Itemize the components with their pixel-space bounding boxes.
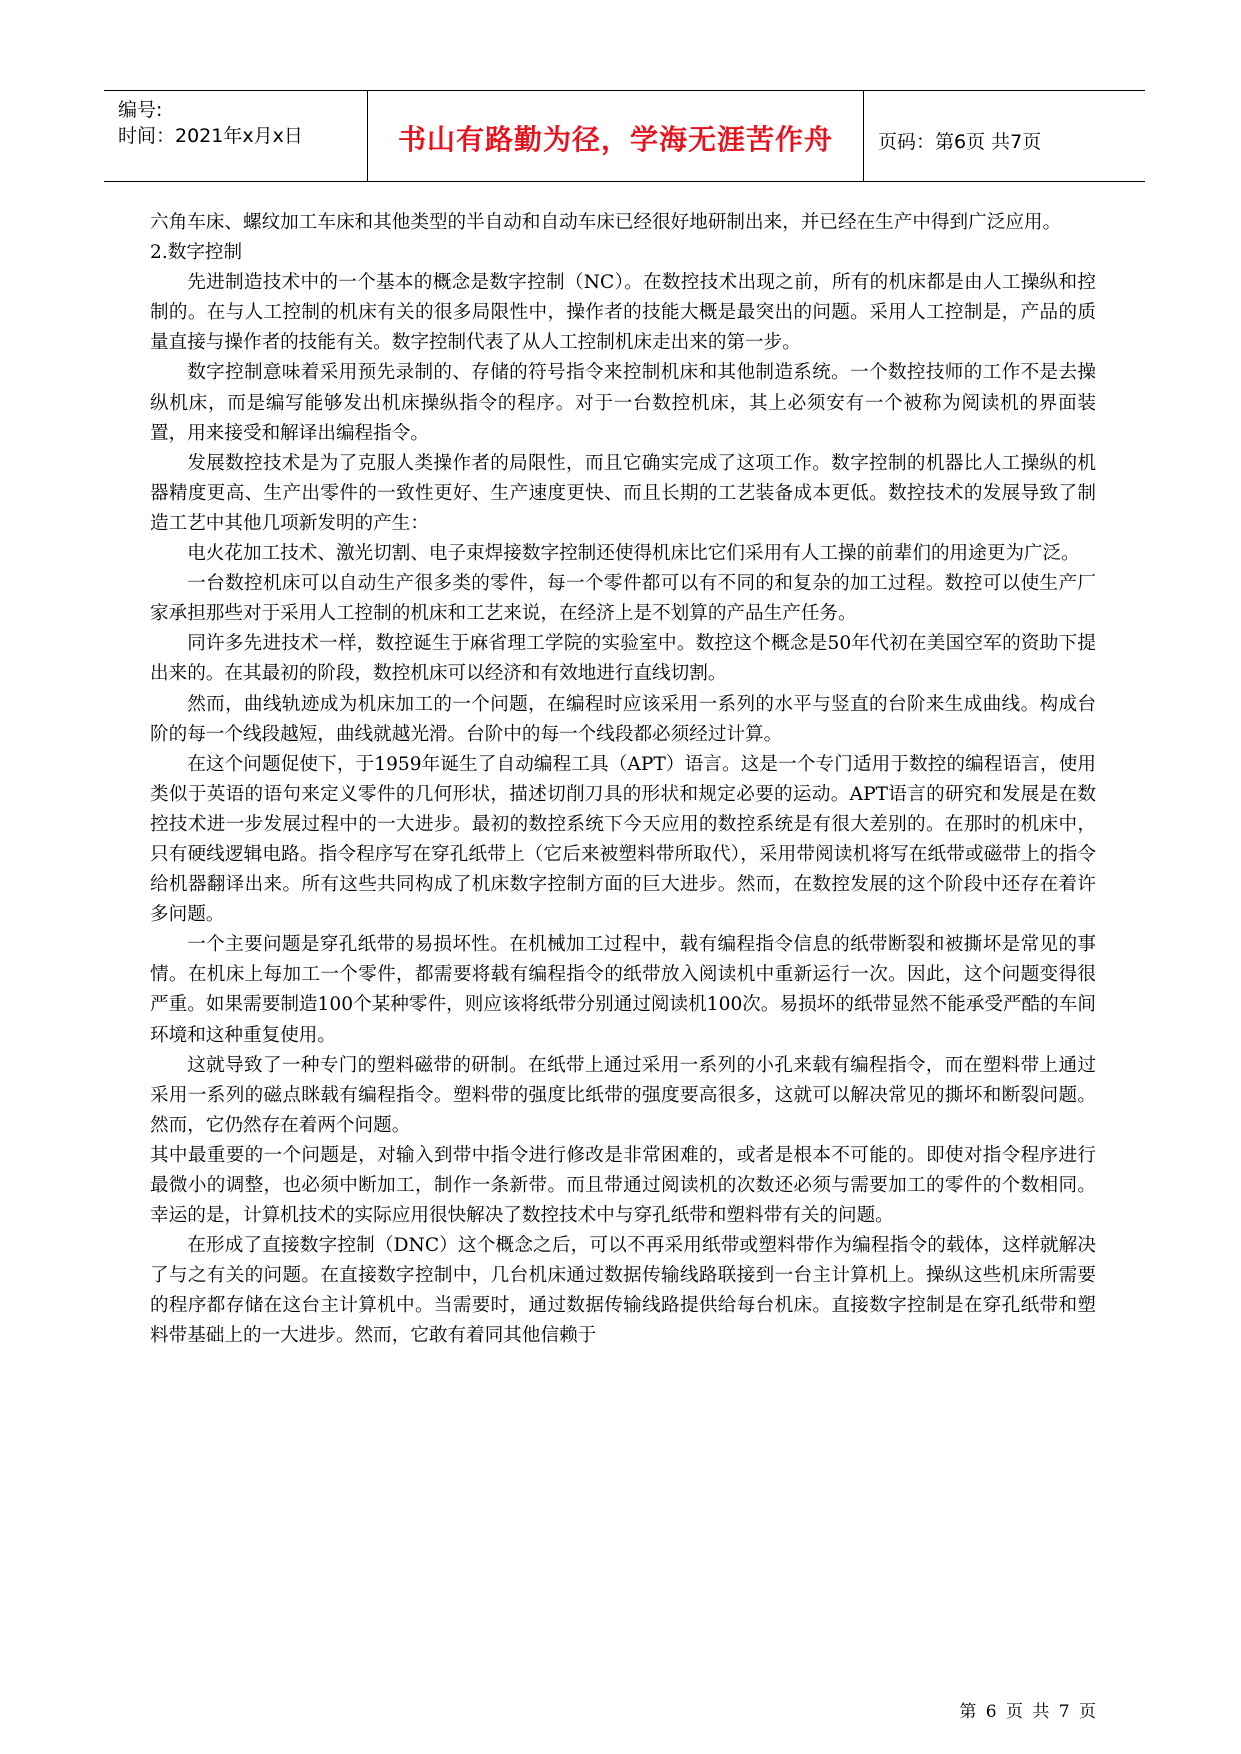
header-info-cell — [104, 91, 368, 181]
paragraph: 电火花加工技术、激光切割、电子束焊接数字控制还使得机床比它们采用有人工操的前辈们的用途更为广泛。 — [187, 543, 1080, 565]
paragraph: 发展数控技术是为了克服人类操作者的局限性，而且它确实完成了这项工作。数字控制的机器比人工操纵的机器精度更高、生产出零件的一致性更好、生产速度更快、而且长期的工艺装备成本更低。数控技术的发展导致了制造工艺中其他几项新发明的产生： — [150, 452, 1096, 534]
paragraph: 六角车床、螺纹加工车床和其他类型的半自动和自动车床已经很好地研制出来，并已经在生产中得到广泛应用。 — [150, 212, 1062, 233]
paragraph: 在形成了直接数字控制（DNC）这个概念之后，可以不再采用纸带或塑料带作为编程指令的载体，这样就解决了与之有关的问题。在直接数字控制中，几台机床通过数据传输线路联接到一台主计算机上。操纵这些机床所需要的程序都存储在这台主计算机中。当需要时，通过数据传输线路提供给每台机床。直接数字控制是在穿孔纸带和塑料带基础上的一大进步。然而，它敢有着同其他信赖于 — [150, 1235, 1096, 1347]
paragraph: 其中最重要的一个问题是，对输入到带中指令进行修改是非常困难的，或者是根本不可能的。即使对指令程序进行最微小的调整，也必须中断加工，制作一条新带。而且带通过阅读机的次数还必须与需要加工的零件的个数相同。幸运的是，计算机技术的实际应用很快解决了数控技术中与穿孔纸带和塑料带有关的问题。 — [150, 1144, 1096, 1227]
footer-page-number: 第 6 页 共 7 页 — [959, 1702, 1096, 1722]
document-body — [150, 208, 1096, 1352]
header-page-cell — [864, 91, 1145, 181]
document-number-label: 编号: — [118, 99, 163, 121]
paragraph: 一个主要问题是穿孔纸带的易损坏性。在机械加工过程中，载有编程指令信息的纸带断裂和被撕坏是常见的事情。在机床上每加工一个零件，都需要将载有编程指令的纸带放入阅读机中重新运行一次。因此，这个问题变得很严重。如果需要制造100个某种零件，则应该将纸带分别通过阅读机100次。易损坏的纸带显然不能承受严酷的车间环境和这种重复使用。 — [150, 934, 1096, 1046]
header-motto-cell — [368, 91, 864, 181]
header-page-number: 页码：第6页 共7页 — [878, 131, 1042, 153]
paragraph: 在这个问题促使下，于1959年诞生了自动编程工具（APT）语言。这是一个专门适用于数控的编程语言，使用类似于英语的语句来定义零件的几何形状，描述切削刀具的形状和规定必要的运动。APT语言的研究和发展是在数控技术进一步发展过程中的一大进步。最初的数控系统下今天应用的数控系统是有很大差别的。在那时的机床中，只有硬线逻辑电路。指令程序写在穿孔纸带上（它后来被塑料带所取代），采用带阅读机将写在纸带或磁带上的指令给机器翻译出来。所有这些共同构成了机床数字控制方面的巨大进步。然而，在数控发展的这个阶段中还存在着许多问题。 — [150, 753, 1096, 926]
motto-text: 书山有路勤为径，学海无涯苦作舟 — [397, 123, 833, 156]
document-time-label: 时间：2021年x月x日 — [118, 125, 303, 147]
paragraph: 先进制造技术中的一个基本的概念是数字控制（NC）。在数控技术出现之前，所有的机床都是由人工操纵和控制的。在与人工控制的机床有关的很多局限性中，操作者的技能大概是最突出的问题。采用人工控制是，产品的质量直接与操作者的技能有关。数字控制代表了从人工控制机床走出来的第一步。 — [150, 272, 1096, 354]
paragraph: 然而，曲线轨迹成为机床加工的一个问题，在编程时应该采用一系列的水平与竖直的台阶来生成曲线。构成台阶的每一个线段越短，曲线就越光滑。台阶中的每一个线段都必须经过计算。 — [150, 693, 1096, 745]
paragraph: 数字控制意味着采用预先录制的、存储的符号指令来控制机床和其他制造系统。一个数控技师的工作不是去操纵机床，而是编写能够发出机床操纵指令的程序。对于一台数控机床，其上必须安有一个被称为阅读机的界面装置，用来接受和解译出编程指令。 — [150, 362, 1096, 444]
paragraph: 一台数控机床可以自动生产很多类的零件，每一个零件都可以有不同的和复杂的加工过程。数控可以使生产厂家承担那些对于采用人工控制的机床和工艺来说，在经济上是不划算的产品生产任务。 — [150, 573, 1096, 625]
paragraph: 同许多先进技术一样，数控诞生于麻省理工学院的实验室中。数控这个概念是50年代初在美国空军的资助下提出来的。在其最初的阶段，数控机床可以经济和有效地进行直线切割。 — [150, 633, 1096, 685]
section-heading: 2.数字控制 — [150, 242, 243, 264]
header-table — [104, 90, 1145, 182]
paragraph: 这就导致了一种专门的塑料磁带的研制。在纸带上通过采用一系列的小孔来载有编程指令，而在塑料带上通过采用一系列的磁点眯载有编程指令。塑料带的强度比纸带的强度要高很多，这就可以解决常见的撕坏和断裂问题。然而，它仍然存在着两个问题。 — [150, 1054, 1096, 1136]
